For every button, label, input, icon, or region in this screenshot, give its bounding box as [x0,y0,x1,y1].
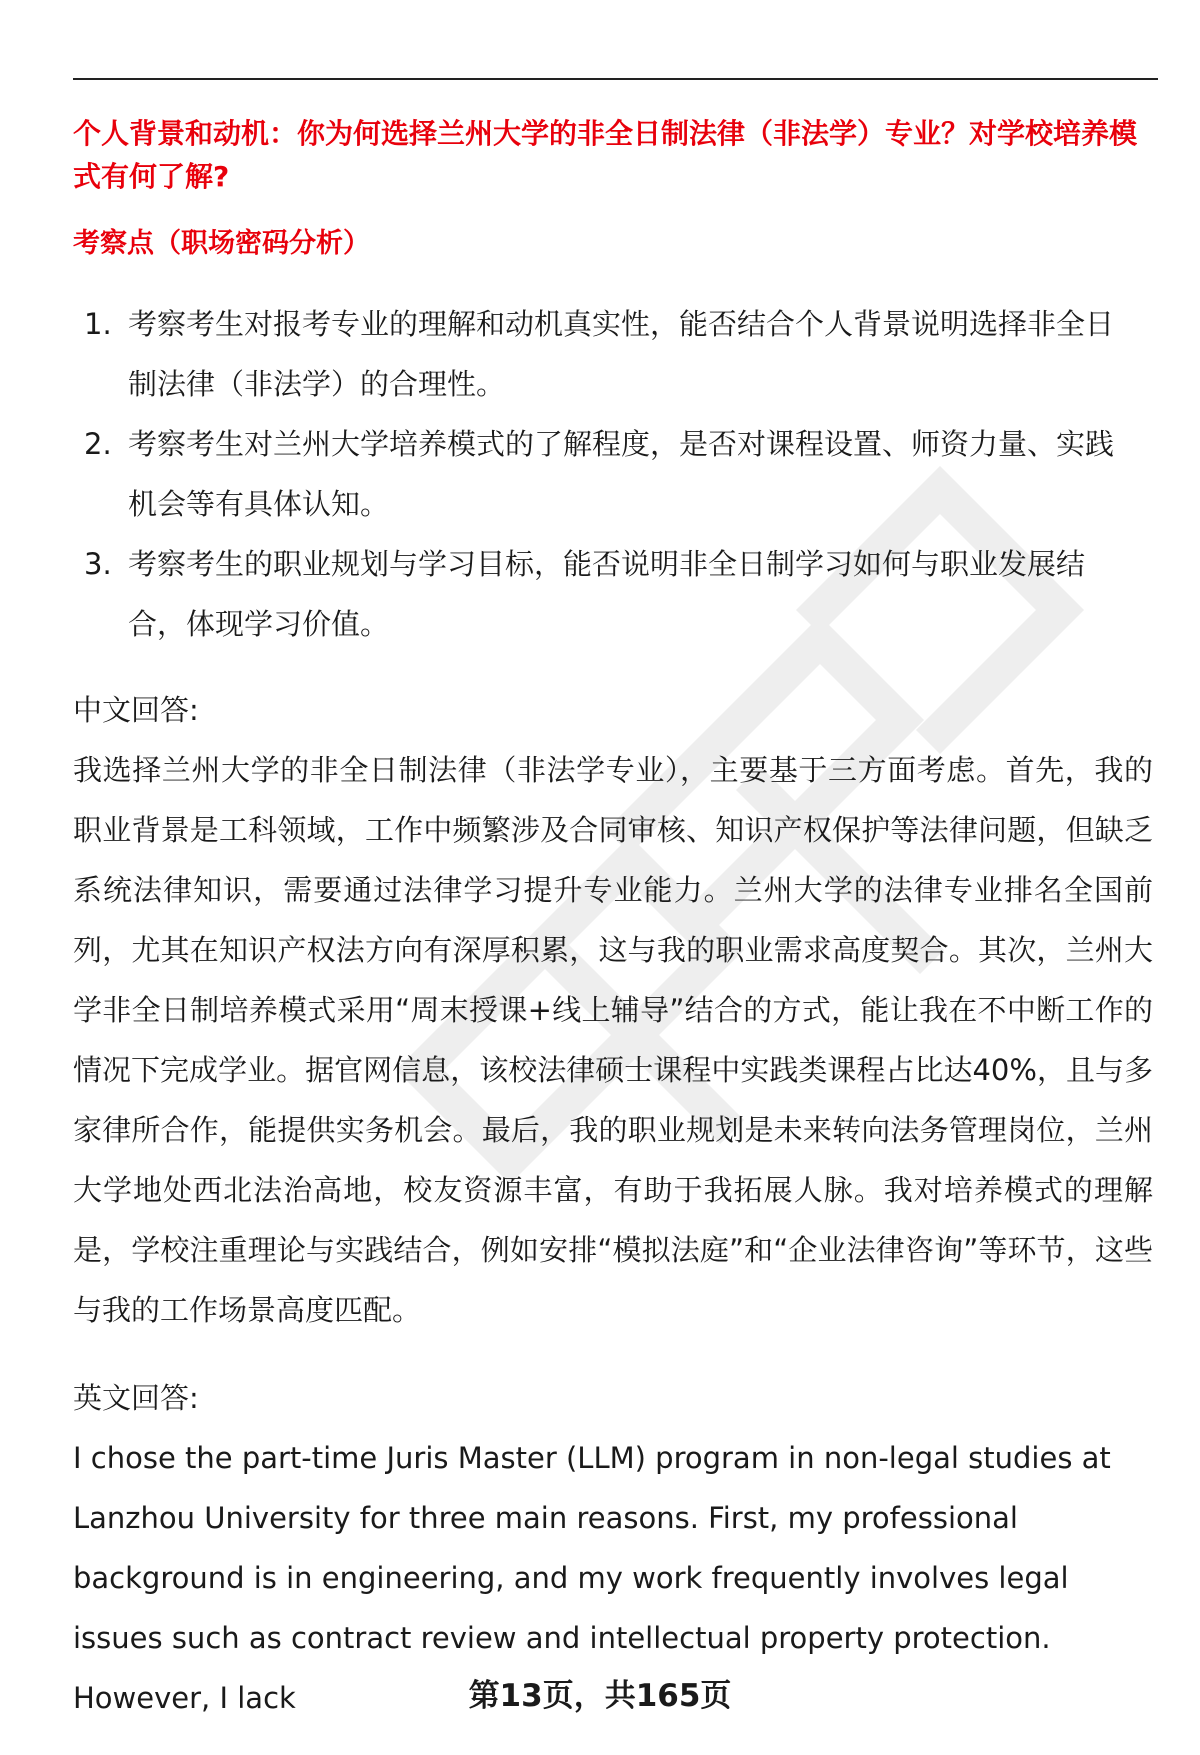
list-number: 3. [84,547,112,581]
list-number: 2. [84,427,112,461]
list-item [80,534,1140,654]
assessment-title: 考察点（职场密码分析） [73,228,370,259]
english-answer-label: 英文回答: [73,1381,199,1415]
chinese-answer-body: 我选择兰州大学的非全日制法律（非法学专业），主要基于三方面考虑。首先，我的职业背景是工科领域，工作中频繁涉及合同审核、知识产权保护等法律问题，但缺乏系统法律知识，需要通过法律学习提升专业能力。兰州大学的法律专业排名全国前列，尤其在知识产权法方向有深厚积累，这与我的职业需求高度契合。其次，兰州大学非全日制培养模式采用“周末授课+线上辅导”结合的方式，能让我在不中断工作的情况下完成学业。据官网信息，该校法律硕士课程中实践类课程占比达40%，且与多家律所合作，能提供实务机会。最后，我的职业规划是未来转向法务管理岗位，兰州大学地处西北法治高地，校友资源丰富，有助于我拓展人脉。我对培养模式的理解是，学校注重理论与实践结合，例如安排“模拟法庭”和“企业法律咨询”等环节，这些与我的工作场景高度匹配。 [73,753,1153,1327]
list-text: 考察考生对兰州大学培养模式的了解程度，是否对课程设置、师资力量、实践机会等有具体认知。 [128,427,1115,521]
header-rule [73,78,1158,80]
english-answer-body: I chose the part-time Juris Master (LLM) program in non-legal studies at Lanzhou University for three main reasons. First, my professional background is in engineering, and my work frequently involves legal issues such as contract review and intellectual property protection. However, I lack [73,1441,1111,1715]
assessment-points-list [80,294,1140,654]
chinese-answer-label: 中文回答: [73,693,199,727]
list-number: 1. [84,307,112,341]
question-heading: 个人背景和动机：你为何选择兰州大学的非全日制法律（非法学）专业？对学校培养模式有何了解? [73,117,1138,193]
list-item [80,414,1140,534]
list-text: 考察考生的职业规划与学习目标，能否说明非全日制学习如何与职业发展结合，体现学习价值。 [128,547,1086,641]
list-text: 考察考生对报考专业的理解和动机真实性，能否结合个人背景说明选择非全日制法律（非法学）的合理性。 [128,307,1115,401]
page-number: 第13页，共165页 [468,1678,732,1714]
list-item [80,294,1140,414]
